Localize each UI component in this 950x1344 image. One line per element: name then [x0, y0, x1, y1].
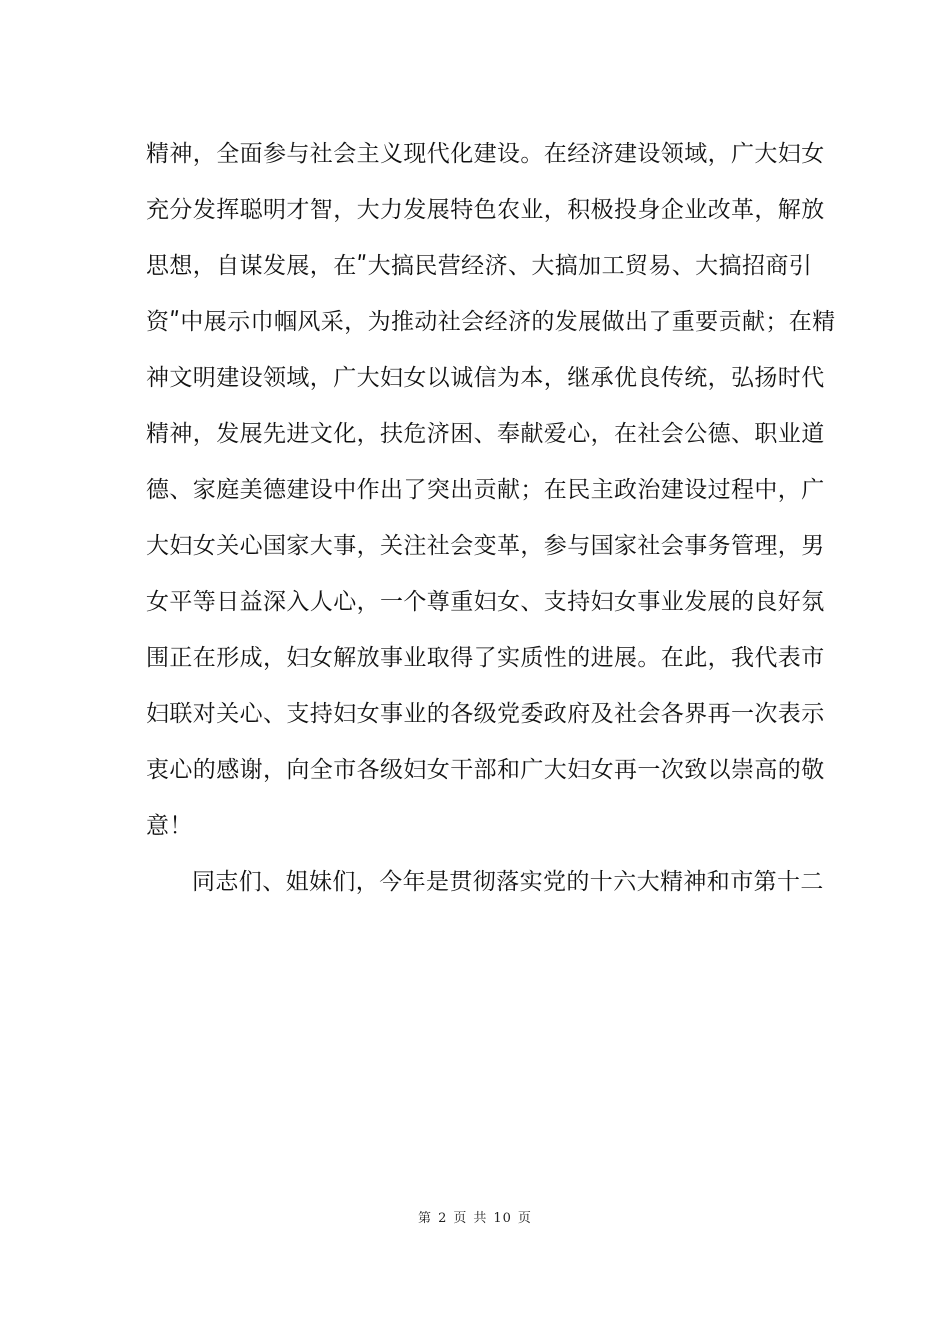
page-footer — [0, 1209, 950, 1229]
footer-page-suffix: 页 — [453, 1211, 468, 1226]
text-line: 围正在形成，妇女解放事业取得了实质性的进展。在此，我代表市 — [146, 645, 825, 671]
footer-total-pages: 10 — [493, 1211, 512, 1226]
text-line: 衷心的感谢，向全市各级妇女干部和广大妇女再一次致以崇高的敬 — [146, 757, 825, 783]
text-line: 大妇女关心国家大事，关注社会变革，参与国家社会事务管理，男 — [146, 533, 825, 559]
text-line: 妇联对关心、支持妇女事业的各级党委政府及社会各界再一次表示 — [146, 701, 825, 727]
text-line: 女平等日益深入人心，一个尊重妇女、支持妇女事业发展的良好氛 — [146, 589, 825, 615]
footer-total-suffix: 页 — [517, 1211, 532, 1226]
text-line: 德、家庭美德建设中作出了突出贡献；在民主政治建设过程中，广 — [146, 477, 825, 503]
text-line: 资ʺ中展示巾帼风采，为推动社会经济的发展做出了重要贡献；在精 — [146, 309, 836, 335]
footer-page-label: 第 — [418, 1211, 433, 1226]
text-line: 神文明建设领域，广大妇女以诚信为本，继承优良传统，弘扬时代 — [146, 365, 825, 391]
paragraph-first-line: 同志们、姐妹们，今年是贯彻落实党的十六大精神和市第十二 — [192, 869, 824, 895]
text-line: 意！ — [146, 813, 193, 839]
text-line: 精神，全面参与社会主义现代化建设。在经济建设领域，广大妇女 — [146, 141, 825, 167]
text-line: 充分发挥聪明才智，大力发展特色农业，积极投身企业改革，解放 — [146, 197, 825, 223]
text-line: 思想，自谋发展，在ʺ大搞民营经济、大搞加工贸易、大搞招商引 — [146, 253, 813, 279]
text-line: 精神，发展先进文化，扶危济困、奉献爱心，在社会公德、职业道 — [146, 421, 825, 447]
footer-current-page: 2 — [438, 1211, 448, 1226]
footer-total-label: 共 — [473, 1211, 488, 1226]
